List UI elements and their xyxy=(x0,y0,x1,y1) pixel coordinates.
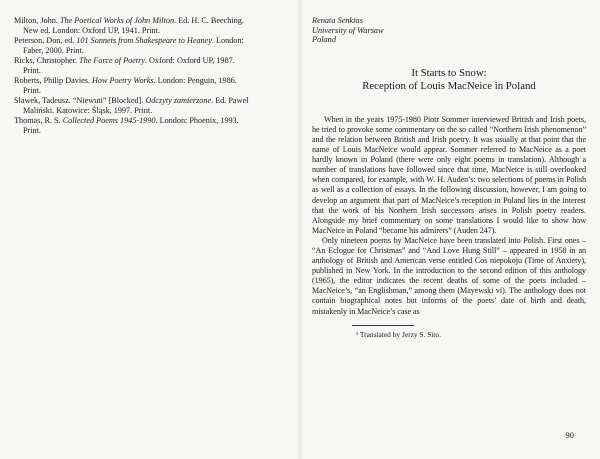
author-affiliation: University of Warsaw xyxy=(312,25,384,35)
author-name: Renata Senktas xyxy=(312,16,363,25)
bibliography-entry: Roberts, Philip Davies. How Poetry Works. London: Penguin, 1986. Print. xyxy=(14,76,237,95)
footnote-rule xyxy=(352,325,414,326)
bibliography-entry: Milton, John. The Poetical Works of John Milton. Ed. H. C. Beeching. New ed. London: Oxford UP, 1941. Print. xyxy=(14,16,244,35)
article-title xyxy=(312,67,586,93)
footnote: ¹ Translated by Jerzy S. Sito. xyxy=(356,329,441,339)
left-page-bibliography xyxy=(14,16,276,136)
body-paragraph: Only nineteen poems by MacNeice have been translated into Polish. First ones – “An Eclogue for Christmas” and “And Love Hung Still” – appeared in 1958 in an anthology of British and American verse entitled Cos niepokoju (Time of Anxiety), published in New York. In the introduction to the second edition of this anthology (1965), the editor indicates the recent deaths of some of the poets included – MacNeice’s, “an Englishman,” among them (Mayewski vi). The anthology does not contain biographical notes but informs of the poets’ date of birth and death, mistakenly in MacNeice’s case as xyxy=(312,235,586,316)
article-body xyxy=(312,115,586,317)
bibliography-entry: Sławek, Tadeusz. “Niewuti” [Blocked]. Odczyty zamierzone. Ed. Paweł Maliński. Katowice: Śląsk, 1997. Print. xyxy=(14,96,249,115)
book-gutter xyxy=(296,0,304,459)
right-page-article xyxy=(312,16,586,454)
article-title-line-2: Reception of Louis MacNeice in Poland xyxy=(362,79,536,92)
page-number: 90 xyxy=(565,430,574,440)
body-paragraph: When in the years 1975-1980 Piotr Sommer interviewed British and Irish poets, he tried to provoke some commentary on the so called “Northern Irish phenomenon” and the relation between British and Irish poetry. It was usually at that point that the name of Louis MacNeice would appear. Sommer referred to MacNeice as a poet hardly known in Poland (there were only eight poems in translation). Although a number of translations have followed since that time, MacNeice is still overlooked when compared, for example, with W. H. Auden’s: two selections of poems in Polish as well as a collection of essays. In the following discussion, however, I am going to develop an argument that part of MacNeice’s reception in Poland lies in the interest that the work of his Northern Irish successors arises in Polish poetry readers. Alongside my brief commentary on some translations I would like to show how MacNeice in Poland “became his admirers” (Auden 247). xyxy=(312,114,586,235)
article-title-line-1: It Starts to Snow: xyxy=(411,66,487,79)
bibliography-entry: Thomas, R. S. Collected Poems 1945-1990. London: Phoenix, 1993. Print. xyxy=(14,116,239,135)
bibliography-entry: Ricks, Christopher. The Force of Poetry. Oxford: Oxford UP, 1987. Print. xyxy=(14,56,235,75)
author-country: Poland xyxy=(312,35,336,45)
bibliography-entry: Peterson, Don, ed. 101 Sonnets from Shakespeare to Heaney. London: Faber, 2000. Print. xyxy=(14,36,244,55)
